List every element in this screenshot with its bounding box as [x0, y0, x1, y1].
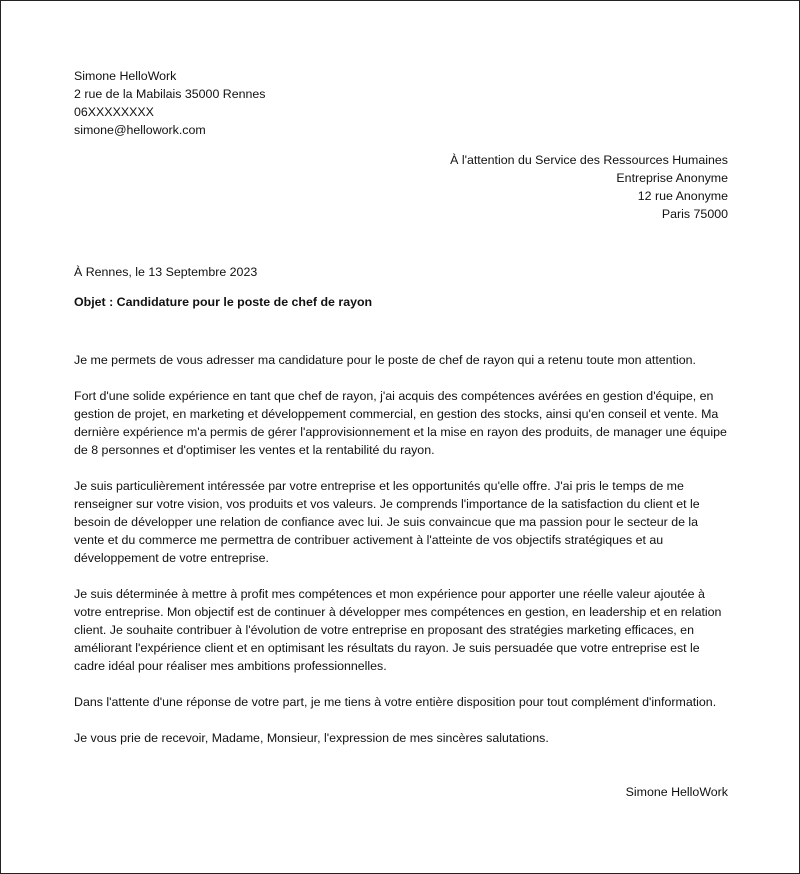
- signature: Simone HelloWork: [625, 785, 728, 799]
- body-paragraph: Je suis déterminée à mettre à profit mes compétences et mon expérience pour apporter une réelle valeur ajoutée à votre entreprise. Mon objectif est de continuer à développer mes compétences en gestion, en leadership et en relation client. Je souhaite contribuer à l'évolution de votre entreprise en proposant des stratégies marketing efficaces, en améliorant l'expérience client et en optimisant les résultats du rayon. Je suis persuadée que votre entreprise est le cadre idéal pour réaliser mes ambitions professionnelles.: [74, 587, 722, 673]
- recipient-attention: À l'attention du Service des Ressources Humaines: [450, 153, 728, 167]
- sender-phone: 06XXXXXXXX: [74, 105, 154, 119]
- sender-email: simone@hellowork.com: [74, 123, 206, 137]
- cover-letter: [74, 67, 728, 801]
- sender-block: [74, 67, 728, 139]
- sender-address: 2 rue de la Mabilais 35000 Rennes: [74, 87, 266, 101]
- letter-body: [74, 351, 728, 747]
- body-paragraph: Fort d'une solide expérience en tant que chef de rayon, j'ai acquis des compétences avérées en gestion d'équipe, en gestion de projet, en marketing et développement commercial, en gestion des stocks, ainsi qu'en conseil et vente. Ma dernière expérience m'a permis de gérer l'approvisionnement et la mise en rayon des produits, de manager une équipe de 8 personnes et d'optimiser les ventes et la rentabilité du rayon.: [74, 389, 727, 457]
- recipient-street: 12 rue Anonyme: [637, 189, 728, 203]
- sender-name: Simone HelloWork: [74, 69, 177, 83]
- body-paragraph: Je suis particulièrement intéressée par votre entreprise et les opportunités qu'elle offre. J'ai pris le temps de me renseigner sur votre vision, vos produits et vos valeurs. Je comprends l'importance de la satisfaction du client et le besoin de développer une relation de confiance avec lui. Je suis convaincue que ma passion pour le secteur de la vente et du commerce me permettra de contribuer activement à l'atteinte de vos objectifs stratégiques et au développement de votre entreprise.: [74, 479, 700, 565]
- letter-subject: Objet : Candidature pour le poste de chef de rayon: [74, 295, 373, 309]
- recipient-company: Entreprise Anonyme: [616, 171, 728, 185]
- body-paragraph: Dans l'attente d'une réponse de votre part, je me tiens à votre entière disposition pour tout complément d'information.: [74, 695, 717, 709]
- recipient-city: Paris 75000: [661, 207, 728, 221]
- place-date: À Rennes, le 13 Septembre 2023: [74, 265, 258, 279]
- recipient-block: [74, 151, 728, 223]
- body-paragraph: Je me permets de vous adresser ma candidature pour le poste de chef de rayon qui a retenu toute mon attention.: [74, 353, 696, 367]
- closing-paragraph: Je vous prie de recevoir, Madame, Monsieur, l'expression de mes sincères salutations.: [74, 731, 549, 745]
